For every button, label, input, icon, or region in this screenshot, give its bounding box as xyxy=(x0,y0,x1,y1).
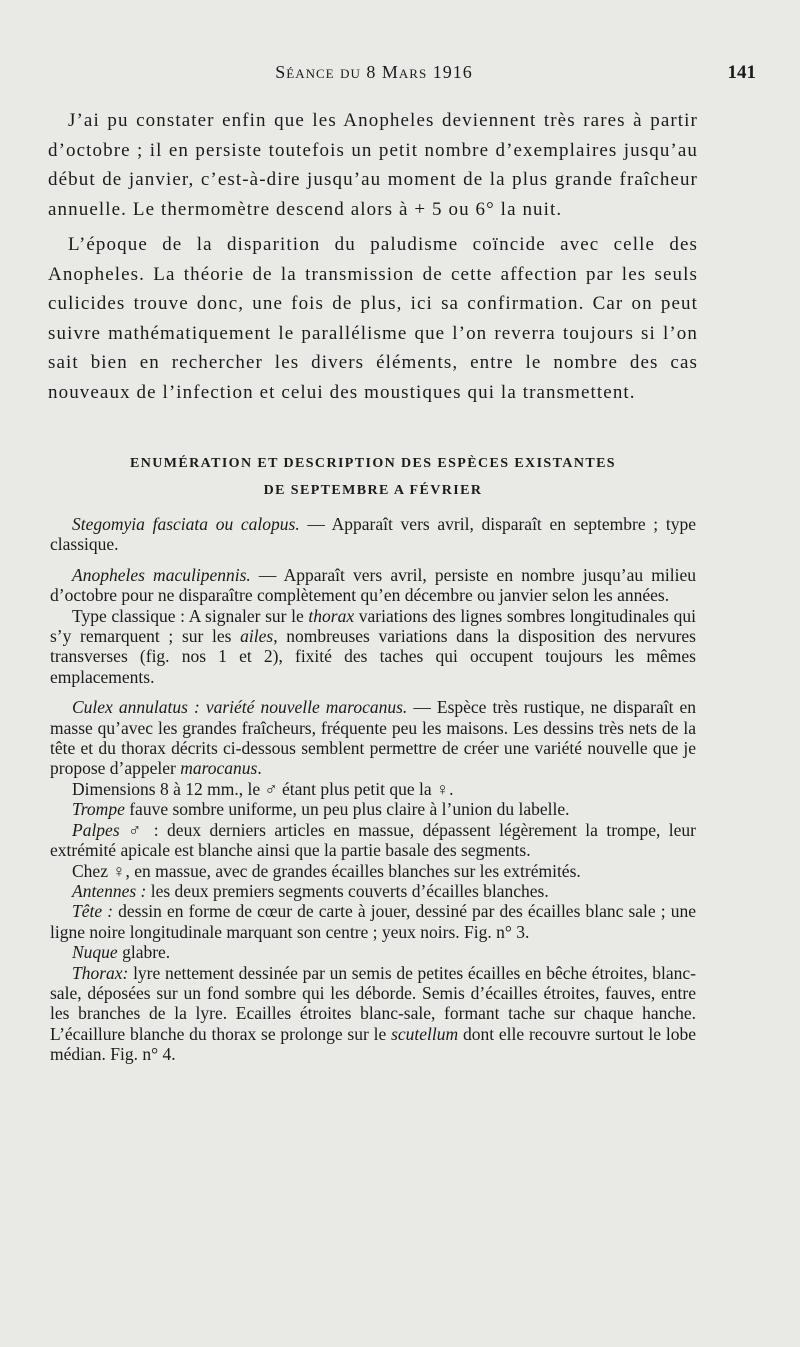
anopheles-type-b: variations des lignes sombres longitudinales qui s’y remarquent ; sur les xyxy=(50,605,697,647)
intro-paragraph-1 xyxy=(48,106,698,224)
intro-text xyxy=(48,106,698,407)
culex-nuque xyxy=(50,942,696,962)
section-heading-line-2: DE SEPTEMBRE A FÉVRIER xyxy=(263,483,483,498)
culex-palpes xyxy=(50,820,696,861)
thorax-label: Thorax: xyxy=(72,962,129,983)
anopheles-text: — Apparaît vers avril, persiste en nombre jusqu’au milieu d’octobre pour ne disparaître complètement qu’en décembre ou janvier selon les années. xyxy=(50,564,697,606)
culex-trompe xyxy=(50,799,696,819)
antennes-text: les deux premiers segments couverts d’écailles blanches. xyxy=(146,880,549,901)
tete-text: dessin en forme de cœur de carte à jouer, dessiné par des écailles blanc sale ; une ligne noire longitudinale marquant son centre ; yeux noirs. Fig. n° 3. xyxy=(50,901,696,942)
scutellum-term: scutellum xyxy=(391,1023,459,1044)
anopheles-type xyxy=(50,606,696,688)
page-number: 141 xyxy=(727,62,756,83)
species-name-stegomyia: Stegomyia fasciata ou calopus. xyxy=(72,514,300,534)
palpes-label: Palpes xyxy=(72,819,120,840)
anopheles-ailes-term: ailes xyxy=(240,626,274,647)
culex-dimensions: Dimensions 8 à 12 mm., le ♂ étant plus petit que la ♀. xyxy=(72,778,454,799)
culex-period: . xyxy=(257,758,262,779)
culex-antennes xyxy=(50,881,696,901)
intro-paragraph-1-text: J’ai pu constater enfin que les Anopheles deviennent très rares à partir d’octobre ; il en persiste toutefois un petit nombre d’exemplaires jusqu’au début de janvier, c’est-à-dire jusqu’au moment de la plus grande fraîcheur annuelle. Le thermomètre descend alors à + 5 ou 6° la nuit. xyxy=(48,110,698,220)
trompe-label: Trompe xyxy=(72,799,125,820)
stegomyia-text: — Apparaît vers avril, disparaît en septembre ; type classique. xyxy=(50,514,696,555)
culex-thorax xyxy=(50,963,696,1065)
entry-anopheles xyxy=(50,565,696,606)
antennes-label: Antennes : xyxy=(72,880,147,901)
intro-paragraph-2-text: L’époque de la disparition du paludisme coïncide avec celle des Anopheles. La théorie de la transmission de cette affection par les seuls culicides trouve donc, une fois de plus, ici sa confirmation. Car on peut suivre mathématiquement le parallélisme que l’on reverra toujours si l’on sait bien en rechercher les divers éléments, entre le nombre des cas nouveaux de l’infection et celui des moustiques qui la transmettent. xyxy=(48,234,698,403)
thorax-text: lyre nettement dessinée par un semis de petites écailles en bêche étroites, blanc-sale, déposées sur un fond sombre qui les déborde. Semis d’écailles étroites, fauves, entre les branches de la lyre. Ecailles étroites blanc-sale, formant tache sur chaque hanche. L’écaillure blanche du thorax se prolonge sur le xyxy=(50,962,696,1044)
species-name-culex: Culex annulatus : variété nouvelle marocanus. xyxy=(72,697,408,718)
nuque-label: Nuque xyxy=(72,942,118,963)
entry-culex xyxy=(50,697,696,779)
palpes-text: ♂ : deux derniers articles en massue, dépassent légèrement la trompe, leur extrémité apicale est blanche ainsi que la partie basale des segments. xyxy=(50,819,696,861)
anopheles-type-c: , nombreuses variations dans la disposition des nervures transverses (fig. nos 1 et 2), fixité des taches qui occupent toujours les mêmes emplacements. xyxy=(50,626,696,687)
running-head: Séance du 8 Mars 1916 xyxy=(275,62,473,82)
page-header xyxy=(48,62,756,90)
anopheles-thorax-term: thorax xyxy=(308,605,355,626)
species-descriptions xyxy=(50,514,696,1065)
tete-label: Tête : xyxy=(72,901,114,922)
intro-paragraph-2 xyxy=(48,230,698,407)
anopheles-type-a: Type classique : A signaler sur le xyxy=(72,605,309,626)
culex-marocanus-term: marocanus xyxy=(180,758,258,779)
nuque-text: glabre. xyxy=(117,942,171,963)
culex-chez: Chez ♀, en massue, avec de grandes écailles blanches sur les extrémités. xyxy=(72,860,581,881)
entry-stegomyia xyxy=(50,514,696,555)
culex-text: — Espèce très rustique, ne disparaît en masse qu’avec les grandes fraîcheurs, fréquente peu les maisons. Les dessins très nets de la tête et du thorax décrits ci-dessous semblent permettre de créer une variété nouvelle que je propose d’appeler xyxy=(50,697,697,779)
section-heading-line-1: ENUMÉRATION ET DESCRIPTION DES ESPÈCES EXISTANTES xyxy=(130,456,616,471)
species-name-anopheles: Anopheles maculipennis. xyxy=(72,564,251,585)
thorax-end: dont elle recouvre surtout le lobe médian. Fig. n° 4. xyxy=(50,1023,696,1065)
culex-tete xyxy=(50,901,696,942)
trompe-text: fauve sombre uniforme, un peu plus claire à l’union du labelle. xyxy=(124,799,570,820)
